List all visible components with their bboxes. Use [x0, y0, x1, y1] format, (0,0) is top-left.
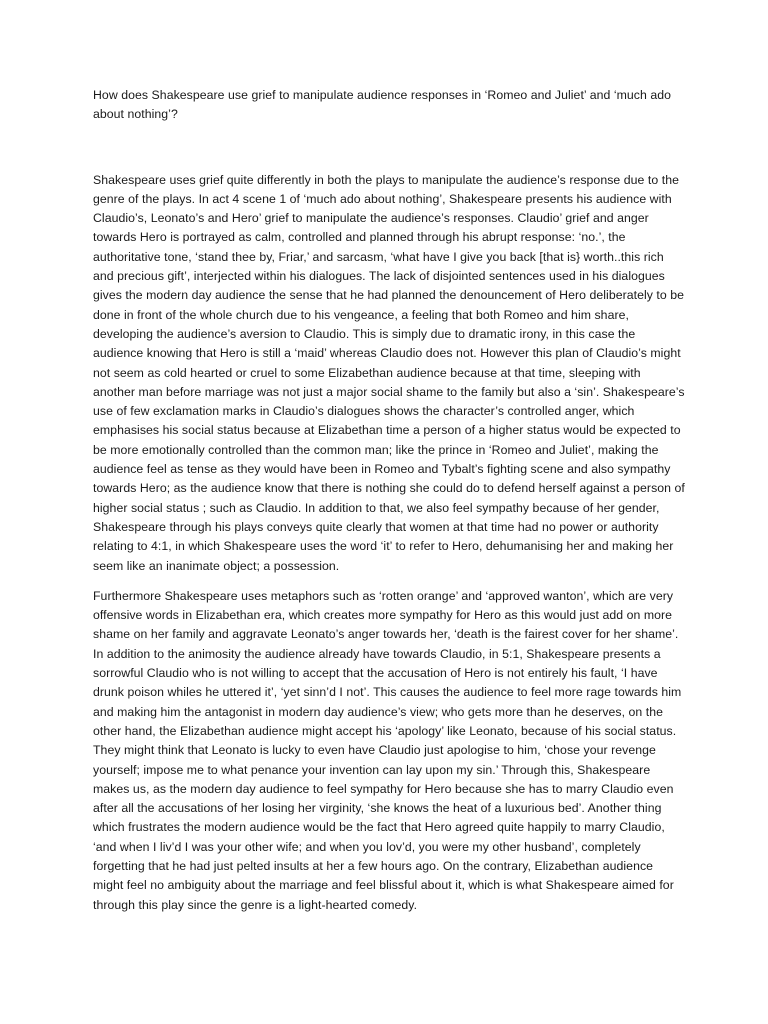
paragraph-1: Shakespeare uses grief quite differently in both the plays to manipulate the audience’s response due to the genre of the plays. In act 4 scene 1 of ‘much ado about nothing’, Shakespeare presents his audience with Claudio’s, Leonato’s and Hero’ grief to manipulate the audience’s responses. Claudio’ grief and anger towards Hero is portrayed as calm, controlled and planned through his abrupt response: ‘no.’, the authoritative tone, ‘stand thee by, Friar,’ and sarcasm, ‘what have I give you back [that is} worth..this rich and precious gift’, interjected within his dialogues. The lack of disjointed sentences used in his dialogues gives the modern day audience the sense that he had planned the denouncement of Hero deliberately to be done in front of the whole church due to his vengeance, a feeling that both Romeo and him share, developing the audience’s aversion to Claudio. This is simply due to dramatic irony, in this case the audience knowing that Hero is still a ‘maid’ whereas Claudio does not. However this plan of Claudio’s might not seem as cold hearted or cruel to some Elizabethan audience because at that time, sleeping with another man before marriage was not just a major social shame to the family but also a ‘sin’. Shakespeare’s use of few exclamation marks in Claudio’s dialogues shows the character’s controlled anger, which emphasises his social status because at Elizabethan time a person of a higher status would be expected to be more emotionally controlled than the common man; like the prince in ‘Romeo and Juliet’, making the audience feel as tense as they would have been in Romeo and Tybalt’s fighting scene and also sympathy towards Hero; as the audience know that there is nothing she could do to defend herself against a person of higher social status ; such as Claudio. In addition to that, we also feel sympathy because of her gender, Shakespeare through his plays conveys quite clearly that women at that time had no power or authority relating to 4:1, in which Shakespeare uses the word ‘it’ to refer to Hero, dehumanising her and making her seem like an inanimate object; a possession. — [93, 172, 685, 573]
essay-question: How does Shakespeare use grief to manipulate audience responses in ‘Romeo and Juliet’ and ‘much ado about nothing’? — [93, 88, 672, 122]
paragraph-2: Furthermore Shakespeare uses metaphors such as ‘rotten orange’ and ‘approved wanton’, which are very offensive words in Elizabethan era, which creates more sympathy for Hero as this would just add on more shame on her family and aggravate Leonato’s anger towards her, ‘death is the fairest cover for her shame’. In addition to the animosity the audience already have towards Claudio, in 5:1, Shakespeare presents a sorrowful Claudio who is not willing to accept that the accusation of Hero is not entirely his fault, ‘I have drunk poison whiles he uttered it’, ‘yet sinn’d I not’. This causes the audience to feel more rage towards him and making him the antagonist in modern day audience’s view; who gets more than he deserves, on the other hand, the Elizabethan audience might accept his ‘apology’ like Leonato, because of his social status. They might think that Leonato is lucky to even have Claudio just apologise to him, ‘chose your revenge yourself; impose me to what penance your invention can lay upon my sin.’ Through this, Shakespeare makes us, as the modern day audience to feel sympathy for Hero because she has to marry Claudio even after all the accusations of her losing her virginity, ‘she knows the heat of a luxurious bed’. Another thing which frustrates the modern audience would be the fact that Hero agreed quite happily to marry Claudio, ‘and when I liv’d I was your other wife; and when you lov’d, you were my other husband’, completely forgetting that he had just pelted insults at her a few hours ago. On the contrary, Elizabethan audience might feel no ambiguity about the marriage and feel blissful about it, which is what Shakespeare aimed for through this play since the genre is a light-hearted comedy. — [93, 588, 682, 912]
document-body — [93, 86, 685, 926]
